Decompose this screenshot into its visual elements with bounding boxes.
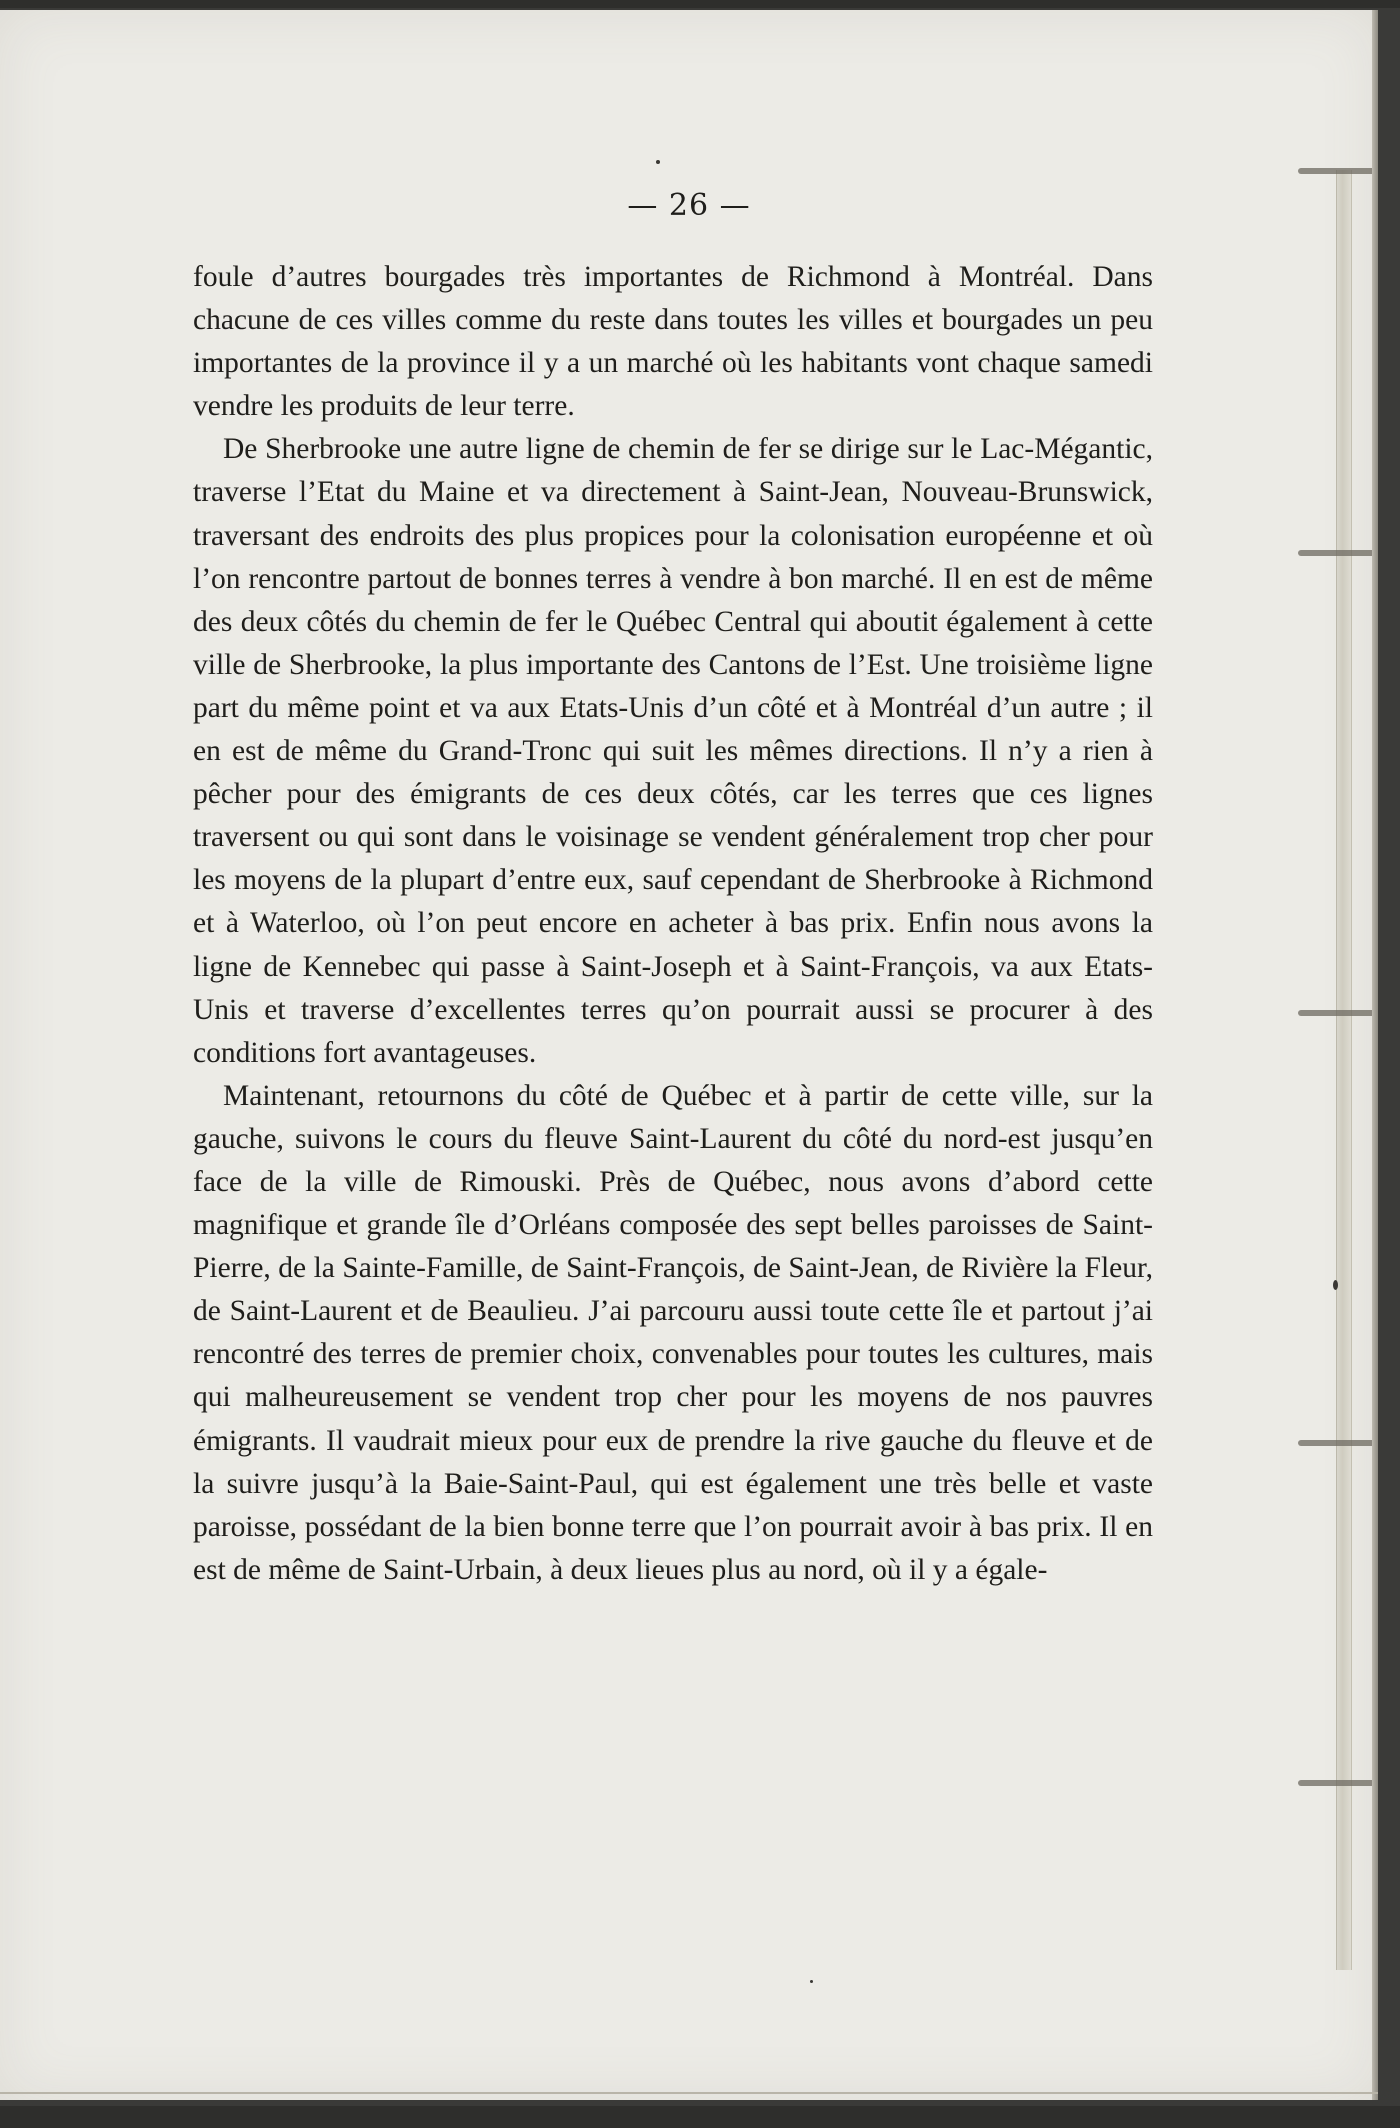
binding-strip (1336, 170, 1352, 1970)
book-page (0, 10, 1378, 2100)
page-edge (1372, 10, 1378, 2100)
binding-stitch (1298, 168, 1376, 174)
paragraph-1: foule d’autres bourgades très importantes de Richmond à Montréal. Dans chacune de ces villes comme du reste dans toutes les villes et bourgades un peu importantes de la province il y a un marché où les habitants vont chaque samedi vendre les produits de leur terre. (193, 261, 1153, 423)
paper-speck (1333, 1280, 1338, 1290)
binding-stitch (1298, 1010, 1376, 1016)
paragraph-2: De Sherbrooke une autre ligne de chemin de fer se dirige sur le Lac-Mégantic, traverse l’Etat du Maine et va directement à Saint-Jean, Nouveau-Brunswick, traversant des endroits des plus propices pour la colonisation européenne et où l’on rencontre partout de bonnes terres à vendre à bon marché. Il en est de même des deux côtés du chemin de fer le Québec Central qui aboutit également à cette ville de Sherbrooke, la plus importante des Cantons de l’Est. Une troisième ligne part du même point et va aux Etats-Unis d’un côté et à Montréal d’un autre ; il en est de même du Grand-Tronc qui suit les mêmes directions. Il n’y a rien à pêcher pour des émigrants de ces deux côtés, car les terres que ces lignes traversent ou qui sont dans le voisinage se vendent généralement trop cher pour les moyens de la plupart d’entre eux, sauf cependant de Sherbrooke à Richmond et à Waterloo, où l’on peut encore en acheter à bas prix. Enfin nous avons la ligne de Kennebec qui passe à Saint-Joseph et à Saint-François, va aux Etats-Unis et traverse d’excellentes terres qu’on pourrait aussi se procurer à des conditions fort avantageuses. (193, 433, 1153, 1069)
page-number: — 26 — (627, 188, 751, 223)
binding-stitch (1298, 1780, 1376, 1786)
body-text (193, 256, 1153, 1592)
paper-speck (656, 160, 660, 164)
paper-speck (810, 1980, 813, 1983)
paragraph-3: Maintenant, retournons du côté de Québec et à partir de cette ville, sur la gauche, suivons le cours du fleuve Saint-Laurent du côté du nord-est jusqu’en face de la ville de Rimouski. Près de Québec, nous avons d’abord cette magnifique et grande île d’Orléans composée des sept belles paroisses de Saint-Pierre, de la Sainte-Famille, de Saint-François, de Saint-Jean, de Rivière la Fleur, de Saint-Laurent et de Beaulieu. J’ai parcouru aussi toute cette île et partout j’ai rencontré des terres de premier choix, convenables pour toutes les cultures, mais qui malheureusement se vendent trop cher pour les moyens de nos pauvres émigrants. Il vaudrait mieux pour eux de prendre la rive gauche du fleuve et de la suivre jusqu’à la Baie-Saint-Paul, qui est également une très belle et vaste paroisse, possédant de la bien bonne terre que l’on pourrait avoir à bas prix. Il en est de même de Saint-Urbain, à deux lieues plus au nord, où il y a égale- (193, 1079, 1153, 1586)
binding-stitch (1298, 1440, 1376, 1446)
binding-stitch (1298, 550, 1376, 556)
bottom-rule (0, 2092, 1378, 2094)
